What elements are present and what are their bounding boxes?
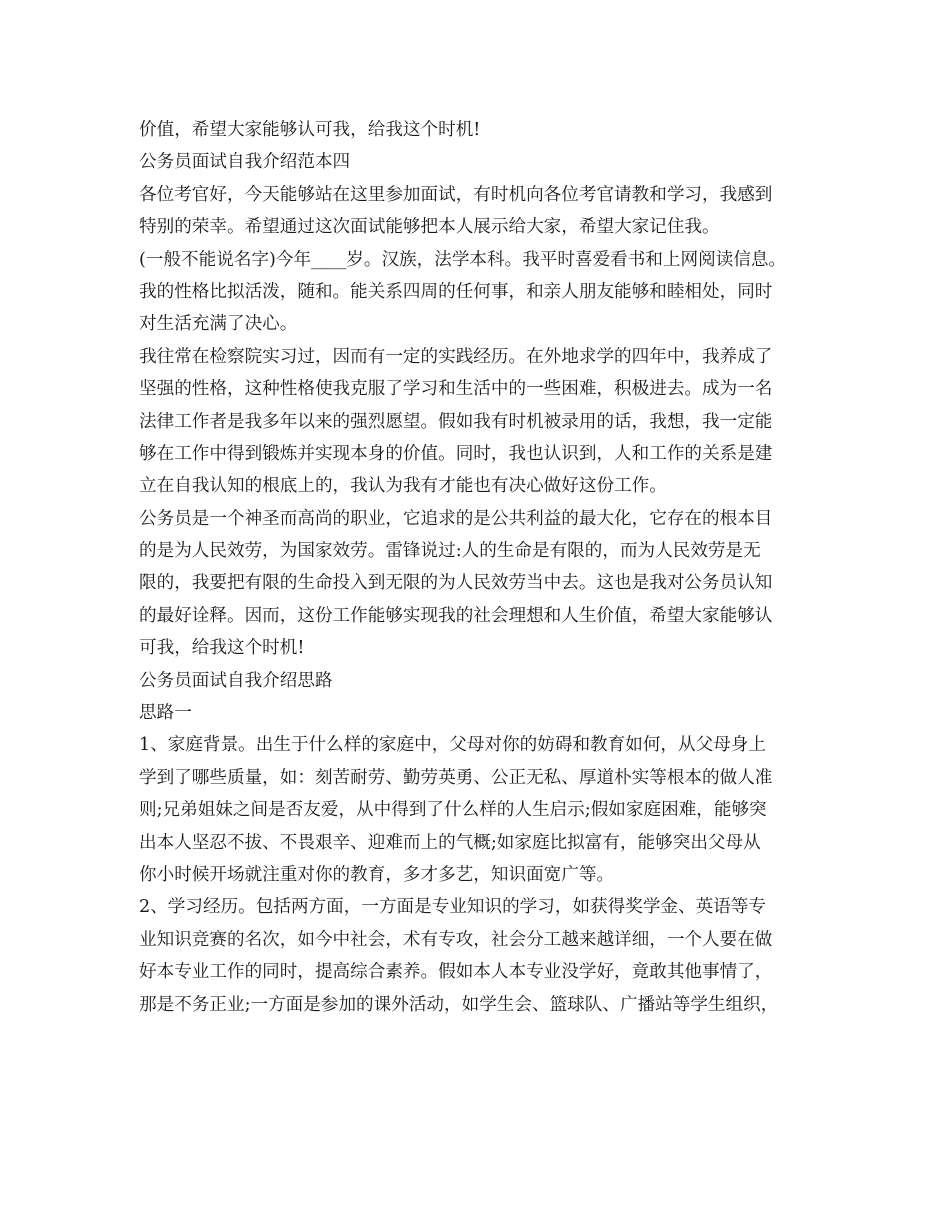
text-line: 出本人坚忍不拔、不畏艰辛、迎难而上的气概;如家庭比拟富有，能够突出父母从 (139, 832, 761, 853)
text-line: 好本专业工作的同时，提高综合素养。假如本人本专业没学好，竟敢其他事情了， (139, 962, 773, 983)
text-line: 坚强的性格，这种性格使我克服了学习和生活中的一些困难，积极进去。成为一名 (139, 379, 773, 400)
text-line: 各位考官好，今天能够站在这里参加面试，有时机向各位考官请教和学习，我感到 (139, 184, 773, 205)
text-line: 则;兄弟姐妹之间是否友爱，从中得到了什么样的人生启示;假如家庭困难，能够突 (139, 800, 767, 821)
text-line: 够在工作中得到锻炼并实现本身的价值。同时，我也认识到，人和工作的关系是建 (139, 443, 773, 464)
text-line: 法律工作者是我多年以来的强烈愿望。假如我有时机被录用的话，我想，我一定能 (139, 411, 773, 432)
subsection-heading: 思路一 (139, 703, 192, 724)
text-line: 我的性格比拟活泼，随和。能关系四周的任何事，和亲人朋友能够和睦相处，同时 (139, 281, 773, 302)
section-heading: 公务员面试自我介绍思路 (139, 670, 333, 691)
text-line: 我往常在检察院实习过，因而有一定的实践经历。在外地求学的四年中，我养成了 (139, 346, 773, 367)
text-line: 立在自我认知的根底上的，我认为我有才能也有决心做好这份工作。 (139, 476, 667, 497)
text-line: (一般不能说名字)今年____岁。汉族，法学本科。我平时喜爱看书和上网阅读信息。 (139, 249, 787, 270)
text-line: 价值，希望大家能够认可我，给我这个时机! (139, 120, 481, 140)
text-line: 限的，我要把有限的生命投入到无限的为人民效劳当中去。这也是我对公务员认知 (139, 573, 773, 594)
text-line: 特别的荣幸。希望通过这次面试能够把本人展示给大家，希望大家记住我。 (139, 217, 720, 238)
document-body (139, 114, 829, 1021)
text-line: 公务员是一个神圣而高尚的职业，它追求的是公共利益的最大化，它存在的根本目 (139, 508, 773, 529)
text-line: 1、家庭背景。出生于什么样的家庭中，父母对你的妨碍和教育如何，从父母身上 (139, 735, 766, 756)
text-line: 的是为人民效劳，为国家效劳。雷锋说过:人的生命是有限的，而为人民效劳是无 (139, 541, 761, 562)
section-heading: 公务员面试自我介绍范本四 (139, 152, 351, 173)
text-line: 对生活充满了决心。 (139, 314, 298, 335)
text-line: 2、学习经历。包括两方面，一方面是专业知识的学习，如获得奖学金、英语等专 (139, 897, 766, 918)
text-line: 你小时候开场就注重对你的教育，多才多艺，知识面宽广等。 (139, 864, 615, 885)
text-line: 那是不务正业;一方面是参加的课外活动，如学生会、篮球队、广播站等学生组织， (139, 994, 779, 1015)
text-line: 的最好诠释。因而，这份工作能够实现我的社会理想和人生价值，希望大家能够认 (139, 605, 773, 626)
text-line: 学到了哪些质量，如：刻苦耐劳、勤劳英勇、公正无私、厚道朴实等根本的做人准 (139, 767, 773, 788)
text-line: 可我，给我这个时机! (139, 638, 305, 659)
text-line: 业知识竞赛的名次，如今中社会，术有专攻，社会分工越来越详细，一个人要在做 (139, 929, 773, 950)
